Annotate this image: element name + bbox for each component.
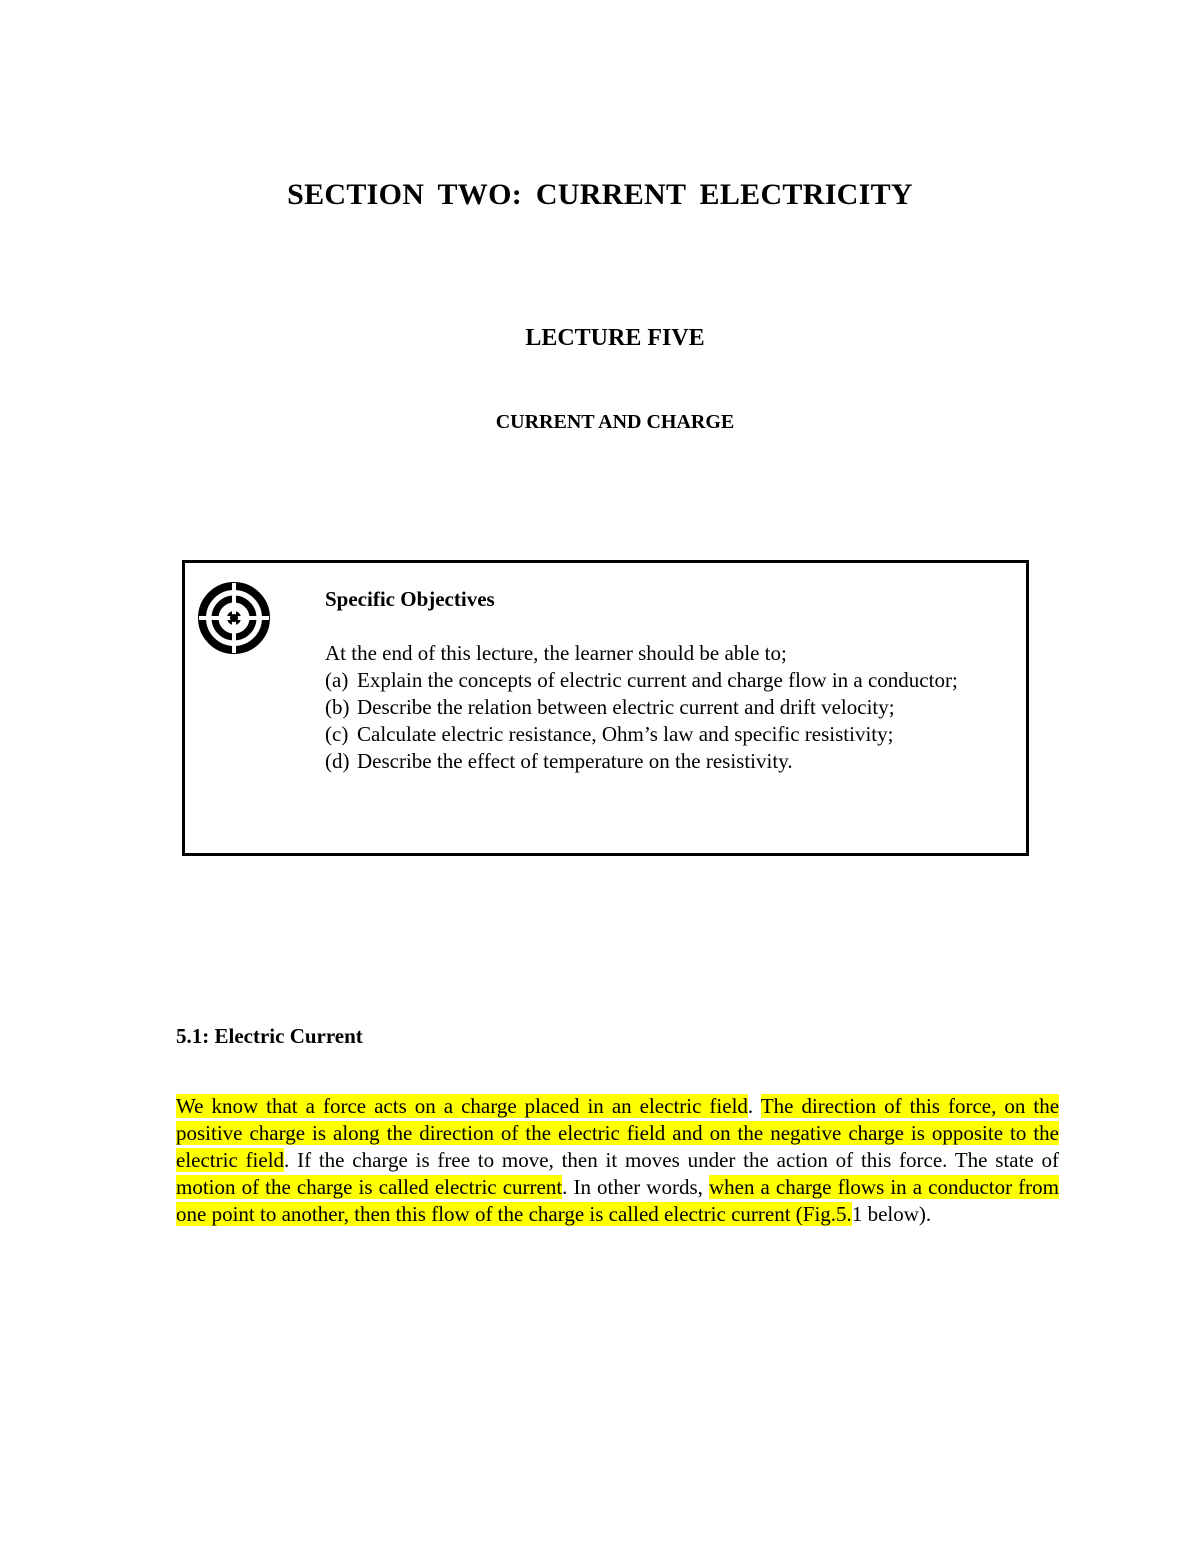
subsection-heading: 5.1: Electric Current [176, 1024, 363, 1048]
objective-text: Calculate electric resistance, Ohm’s law and specific resistivity; [357, 722, 894, 746]
objectives-intro: At the end of this lecture, the learner should be able to; [325, 641, 787, 665]
lecture-title: LECTURE FIVE [525, 325, 705, 351]
plain-text: . If the charge is free to move, then it moves under the action of this force. The state of [284, 1148, 1060, 1172]
objective-marker: (d) [325, 749, 350, 773]
objective-marker: (c) [325, 722, 349, 746]
section-title: SECTION TWO: CURRENT ELECTRICITY [287, 178, 913, 211]
objectives-box [182, 560, 1029, 856]
objective-item [325, 667, 1017, 694]
objective-text: Describe the relation between electric current and drift velocity; [357, 695, 895, 719]
lecture-subtitle: CURRENT AND CHARGE [495, 411, 735, 433]
objective-item [325, 748, 1017, 775]
objective-item [325, 694, 1017, 721]
highlighted-text: motion of the charge is called electric current [176, 1175, 563, 1199]
plain-text: . In other words, [562, 1175, 709, 1199]
body-paragraph [176, 1093, 1059, 1228]
objective-marker: (a) [325, 668, 349, 692]
objectives-list [325, 667, 1017, 775]
highlighted-text: The direction of this force, on the positive charge is along the direction of the electric field and on the negative charge is opposite to the electric field [176, 1094, 1060, 1172]
plain-text: 1 below). [851, 1202, 932, 1226]
objective-item [325, 721, 1017, 748]
target-icon [197, 581, 271, 655]
objective-text: Describe the effect of temperature on the resistivity. [357, 749, 793, 773]
objectives-heading: Specific Objectives [325, 587, 495, 611]
objective-marker: (b) [325, 695, 350, 719]
highlighted-text: We know that a force acts on a charge placed in an electric field [176, 1094, 748, 1118]
objective-text: Explain the concepts of electric current and charge flow in a conductor; [357, 668, 958, 692]
highlighted-text: when a charge flows in a conductor from one point to another, then this flow of the charge is called electric current (Fig.5. [176, 1175, 1059, 1226]
plain-text: . [747, 1094, 761, 1118]
